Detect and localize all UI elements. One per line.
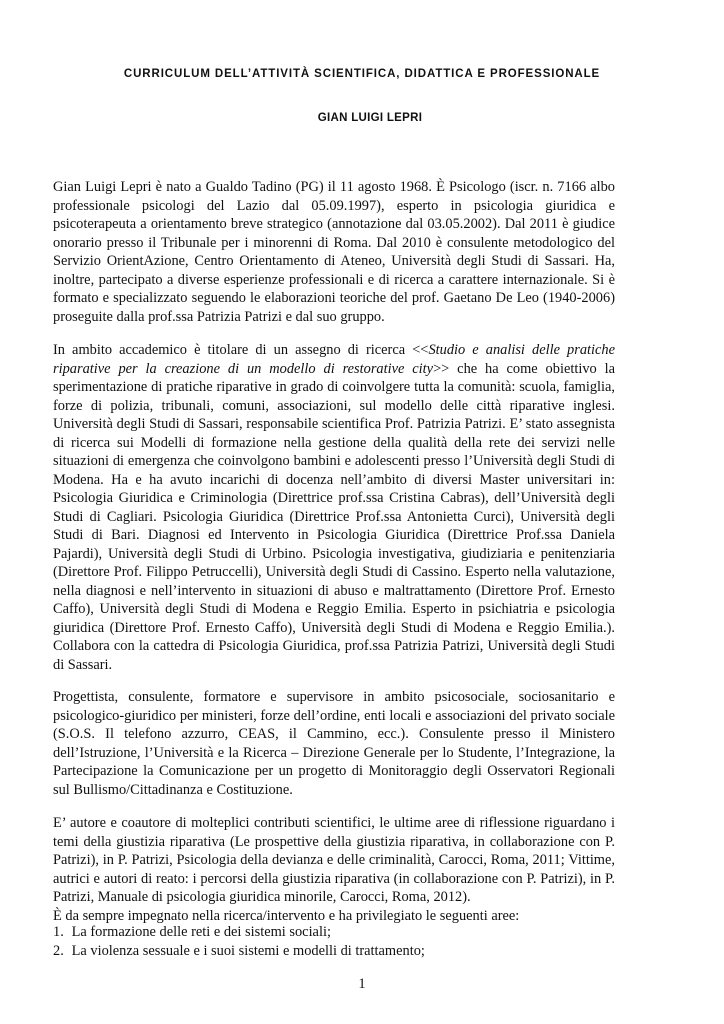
list-item-number: 1. (53, 924, 64, 940)
paragraph-text: E’ autore e coautore di molteplici contributi scientifici, le ultime aree di riflessione riguardano i temi della giustizia riparativa (Le prospettive della giustizia riparativa, in collaborazione con P. Patrizi), in P. Patrizi, Psicologia della devianza e delle criminalità, Carocci, Roma, 2011; Vittime, autrici e autori di reato: i percorsi della giustizia riparativa (in collaborazione con P. Patrizi), in P. Patrizi, Manuale di psicologia giuridica minorile, Carocci, Roma, 2012). (53, 815, 615, 905)
paragraph-text: >> che ha come obiettivo la sperimentazione di pratiche riparative in grado di coinvolgere tutta la comunità: scuola, famiglia, forze di polizia, tribunali, comuni, associazioni, sul modello delle città riparative inglesi. Università degli Studi di Sassari, responsabile scientifica Prof. Patrizia Patrizi. E’ stato assegnista di ricerca sui Modelli di formazione nella gestione della qualità della rete dei servizi nelle situazioni di emergenza che coinvolgono bambini e adolescenti presso l’Università degli Studi di Modena. Ha e ha avuto incarichi di docenza nell’ambito di diversi Master universitari in: Psicologia Giuridica e Criminologia (Direttrice prof.ssa Cristina Cabras), dell’Università degli Studi di Cagliari. Psicologia Giuridica (Direttrice Prof.ssa Antonietta Curci), Università degli Studi di Bari. Diagnosi ed Intervento in Psicologia Giuridica (Direttrice Prof.ssa Daniela Pajardi), Università degli Studi di Urbino. Psicologia investigativa, giudiziaria e penitenziaria (Direttore Prof. Filippo Petruccelli), Università degli Studi di Cassino. Esperto nella valutazione, nella diagnosi e nell’intervento in situazioni di abuso e maltrattamento (Direttore Prof. Ernesto Caffo), Università degli Studi di Modena e Reggio Emilia. Esperto in psichiatria e psicologia giuridica (Direttore Prof. Ernesto Caffo), Università degli Studi di Modena e Reggio Emilia.). Collabora con la cattedra di Psicologia Giuridica, prof.ssa Patrizia Patrizi, Università degli Studi di Sassari. (53, 360, 615, 673)
page-number: 1 (358, 976, 366, 992)
list-item-text: La formazione delle reti e dei sistemi sociali; (71, 924, 331, 940)
paragraph-consulting (53, 688, 615, 799)
paragraph-publications (53, 814, 615, 925)
research-title: Studio e analisi delle pratiche riparative per la creazione di un modello di restorative city (53, 342, 615, 377)
list-item-text: La violenza sessuale e i suoi sistemi e modelli di trattamento; (71, 942, 425, 959)
paragraph-text: In ambito accademico è titolare di un assegno di ricerca << (53, 342, 429, 358)
document-title: CURRICULUM DELL’ATTIVITÀ SCIENTIFICA, DIDATTICA E PROFESSIONALE (123, 68, 601, 80)
list-item (53, 923, 615, 942)
list-item (53, 942, 615, 961)
list-item-number: 2. (53, 942, 64, 959)
paragraph-text: Progettista, consulente, formatore e supervisore in ambito psicosociale, sociosanitario e psicologico-giuridico per ministeri, forze dell’ordine, enti locali e associazioni del privato sociale (S.O.S. Il telefono azzurro, CEAS, il Cammino, ecc.). Consulente presso il Ministero dell’Istruzione, l’Università e la Ricerca – Direzione Generale per lo Studente, l’Integrazione, la Partecipazione la Comunicazione per un progetto di Monitoraggio degli Osservatori Regionali sul Bullismo/Cittadinanza e Costituzione. (53, 689, 615, 798)
research-areas-list (53, 923, 615, 960)
paragraph-biography (53, 178, 615, 326)
author-name: GIAN LUIGI LEPRI (317, 112, 423, 124)
paragraph-academic (53, 341, 615, 674)
paragraph-text: È da sempre impegnato nella ricerca/intervento e ha privilegiato le seguenti aree: (53, 907, 520, 924)
paragraph-text: Gian Luigi Lepri è nato a Gualdo Tadino (PG) il 11 agosto 1968. È Psicologo (iscr. n. 7166 albo professionale psicologi del Lazio dal 05.09.1997), esperto in psicologia giuridica e psicoterapeuta a orientamento breve strategico (annotazione dal 03.05.2002). Dal 2011 è giudice onorario presso il Tribunale per i minorenni di Roma. Dal 2010 è consulente metodologico del Servizio OrientAzione, Centro Orientamento di Ateneo, Università degli Studi di Sassari. Ha, inoltre, partecipato a diverse esperienze professionali e di ricerca a carattere internazionale. Si è formato e specializzato seguendo le elaborazioni teoriche del prof. Gaetano De Leo (1940-2006) proseguite dalla prof.ssa Patrizia Patrizi e dal suo gruppo. (53, 179, 615, 325)
